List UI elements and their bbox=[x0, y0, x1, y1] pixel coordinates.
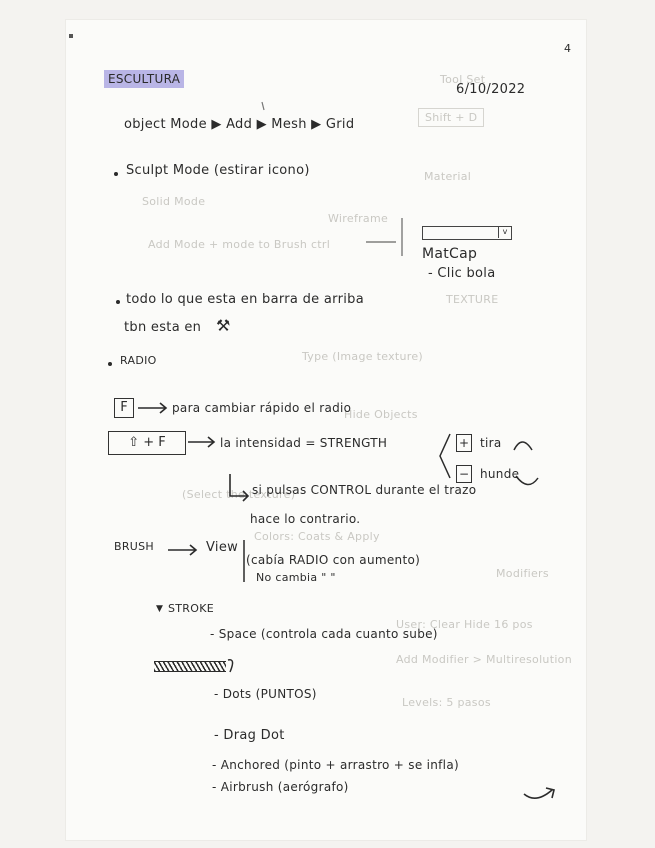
page-number: 4 bbox=[564, 42, 572, 55]
ink-strokes bbox=[66, 20, 586, 840]
shift-arrow bbox=[188, 437, 214, 447]
todo-line-2: tbn esta en bbox=[124, 320, 202, 335]
control-line-1: si pulsas CONTROL durante el trazo bbox=[252, 483, 477, 497]
sculpt-mode-line: Sculpt Mode (estirar icono) bbox=[126, 163, 310, 178]
margin-mark bbox=[69, 34, 73, 38]
ghost-text-10: (Select the texture) bbox=[182, 488, 296, 501]
f-key-description: para cambiar rápido el radio bbox=[172, 401, 352, 415]
ghost-text-12: Modifiers bbox=[496, 567, 549, 580]
brush-label: BRUSH bbox=[114, 540, 154, 553]
note-date: 6/10/2022 bbox=[456, 82, 526, 97]
ghost-text-4: Solid Mode bbox=[142, 195, 206, 208]
f-key: F bbox=[114, 398, 134, 418]
ghost-text-13: User: Clear Hide 16 pos bbox=[396, 618, 533, 631]
split-bracket bbox=[440, 434, 450, 478]
triangle-bullet-icon: ▼ bbox=[156, 604, 163, 614]
plus-description: tira bbox=[480, 436, 502, 450]
page-turn-mark bbox=[524, 788, 554, 798]
minus-key: − bbox=[456, 465, 472, 483]
ghost-text-7: TEXTURE bbox=[446, 293, 499, 306]
shift-f-key: ⇧ + F bbox=[108, 431, 186, 455]
wrench-icon: ⚒ bbox=[216, 316, 231, 335]
view-label: View bbox=[206, 540, 239, 555]
todo-line-1: todo lo que esta en barra de arriba bbox=[126, 292, 364, 307]
ghost-text-2: Shift + D bbox=[418, 108, 484, 127]
small-tick bbox=[262, 102, 264, 110]
chevron-down-icon: v bbox=[498, 226, 511, 238]
brush-arrow bbox=[168, 545, 196, 555]
drag-dot-line: - Drag Dot bbox=[214, 728, 285, 743]
view-line-1: (cabía RADIO con aumento) bbox=[246, 553, 421, 567]
object-mode-path: object Mode ▶ Add ▶ Mesh ▶ Grid bbox=[124, 117, 355, 132]
ghost-text-14: Add Modifier > Multiresolution bbox=[396, 653, 572, 666]
anchored-line: - Anchored (pinto + arrastro + se infla) bbox=[212, 758, 459, 772]
space-line: - Space (controla cada cuanto sube) bbox=[210, 627, 438, 641]
ghost-text-5: Wireframe bbox=[328, 212, 389, 225]
f-arrow bbox=[138, 403, 166, 413]
ghost-text-6: Add Mode + mode to Brush ctrl bbox=[148, 238, 331, 251]
control-arrow bbox=[230, 474, 248, 501]
tira-wave bbox=[514, 442, 532, 450]
page-title-text: ESCULTURA bbox=[104, 70, 184, 88]
airbrush-line: - Airbrush (aerógrafo) bbox=[212, 780, 349, 794]
ghost-text-1: Tool Set bbox=[440, 73, 486, 86]
matcap-label: MatCap bbox=[422, 246, 478, 262]
dots-line: - Dots (PUNTOS) bbox=[214, 687, 317, 701]
radio-heading: RADIO bbox=[120, 354, 157, 367]
scribble-curl bbox=[228, 660, 233, 672]
view-line-2: No cambia " " bbox=[256, 571, 336, 584]
ghost-text-8: Type (Image texture) bbox=[302, 350, 424, 363]
notebook-page bbox=[66, 20, 586, 840]
stroke-heading: STROKE bbox=[168, 602, 214, 615]
ghost-text-11: Colors: Coats & Apply bbox=[254, 530, 380, 543]
ghost-text-9: Hide Objects bbox=[344, 408, 418, 421]
ghost-text-15: Levels: 5 pasos bbox=[402, 696, 491, 709]
minus-description: hunde bbox=[480, 467, 520, 481]
ghost-text-3: Material bbox=[424, 170, 472, 183]
control-line-2: hace lo contrario. bbox=[250, 512, 361, 526]
hunde-wave bbox=[516, 476, 538, 485]
plus-key: + bbox=[456, 434, 472, 452]
matcap-note: - Clic bola bbox=[428, 266, 496, 281]
shift-f-description: la intensidad = STRENGTH bbox=[220, 436, 388, 450]
